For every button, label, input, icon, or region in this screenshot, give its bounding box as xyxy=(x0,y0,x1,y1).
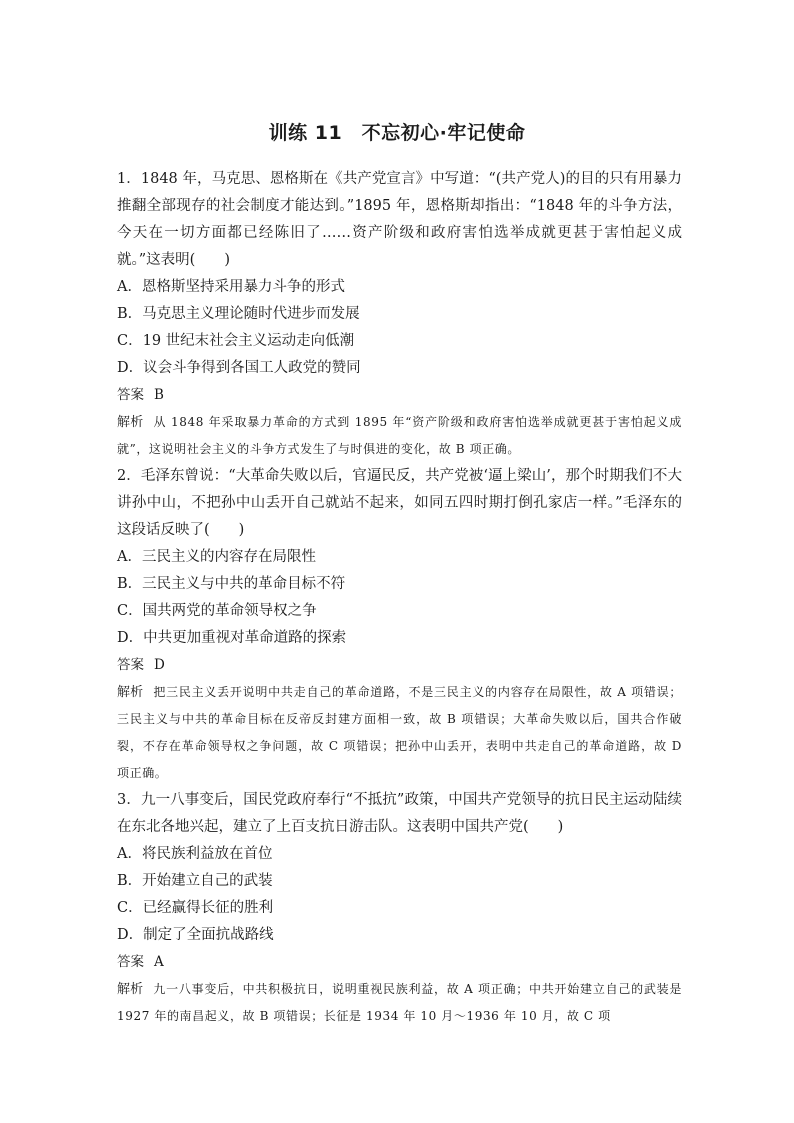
option-b: B．开始建立自己的武装 xyxy=(117,873,273,889)
option-a: A．将民族利益放在首位 xyxy=(117,846,273,862)
answer-label: 答案 xyxy=(117,954,144,970)
question-list xyxy=(117,166,682,1030)
explanation xyxy=(117,976,682,1030)
explanation xyxy=(117,409,682,463)
explanation-text: 从 1848 年采取暴力革命的方式到 1895 年“资产阶级和政府害怕选举成就更甚于害怕起义成就”，这说明社会主义的斗争方式发生了与时俱进的变化，故 B 项正确。 xyxy=(117,415,682,456)
option-a: A．恩格斯坚持采用暴力斗争的形式 xyxy=(117,279,345,295)
explanation-text: 九一八事变后，中共积极抗日，说明重视民族利益，故 A 项正确；中共开始建立自己的武装是 1927 年的南昌起义，故 B 项错误；长征是 1934 年 10 月～1936 年 10 月，故 C 项 xyxy=(117,982,682,1023)
explanation-label: 解析 xyxy=(117,982,144,997)
option-b: B．三民主义与中共的革命目标不符 xyxy=(117,576,346,592)
option-d: D．议会斗争得到各国工人政党的赞同 xyxy=(117,360,361,376)
option-c: C．国共两党的革命领导权之争 xyxy=(117,603,317,619)
answer-line xyxy=(117,652,682,679)
option-c: C．19 世纪末社会主义运动走向低潮 xyxy=(117,333,355,349)
question-2 xyxy=(117,463,682,787)
answer-value: B xyxy=(154,387,164,403)
option-d: D．制定了全面抗战路线 xyxy=(117,927,274,943)
answer-line xyxy=(117,382,682,409)
explanation-label: 解析 xyxy=(117,685,144,700)
explanation-text: 把三民主义丢开说明中共走自己的革命道路，不是三民主义的内容存在局限性，故 A 项错误；三民主义与中共的革命目标在反帝反封建方面相一致，故 B 项错误；大革命失败以后，国共合作破裂，不存在革命领导权之争问题，故 C 项错误；把孙中山丢开，表明中共走自己的革命道路，故 D 项正确。 xyxy=(117,685,682,780)
option-c: C．已经赢得长征的胜利 xyxy=(117,900,274,916)
answer-value: A xyxy=(154,954,164,970)
answer-value: D xyxy=(154,657,165,673)
option-a: A．三民主义的内容存在局限性 xyxy=(117,549,316,565)
question-stem: 1．1848 年，马克思、恩格斯在《共产党宣言》中写道：“(共产党人)的目的只有用暴力推翻全部现存的社会制度才能达到。”1895 年，恩格斯却指出：“1848 年的斗争方法，今天在一切方面都已经陈旧了……资产阶级和政府害怕选举成就更甚于害怕起义成就。”这表明( ) xyxy=(117,171,682,268)
answer-line xyxy=(117,949,682,976)
explanation-label: 解析 xyxy=(117,415,144,430)
question-stem: 3．九一八事变后，国民党政府奉行“不抵抗”政策，中国共产党领导的抗日民主运动陆续在东北各地兴起，建立了上百支抗日游击队。这表明中国共产党( ) xyxy=(117,792,682,835)
question-3 xyxy=(117,787,682,1030)
explanation xyxy=(117,679,682,787)
answer-label: 答案 xyxy=(117,387,144,403)
answer-label: 答案 xyxy=(117,657,144,673)
page-title: 训练 11 不忘初心·牢记使命 xyxy=(268,122,526,144)
question-1 xyxy=(117,166,682,463)
option-b: B．马克思主义理论随时代进步而发展 xyxy=(117,306,360,322)
option-d: D．中共更加重视对革命道路的探索 xyxy=(117,630,347,646)
question-stem: 2．毛泽东曾说：“大革命失败以后，官逼民反，共产党被‘逼上梁山’，那个时期我们不大讲孙中山，不把孙中山丢开自己就站不起来，如同五四时期打倒孔家店一样。”毛泽东的这段话反映了( ) xyxy=(117,468,682,538)
